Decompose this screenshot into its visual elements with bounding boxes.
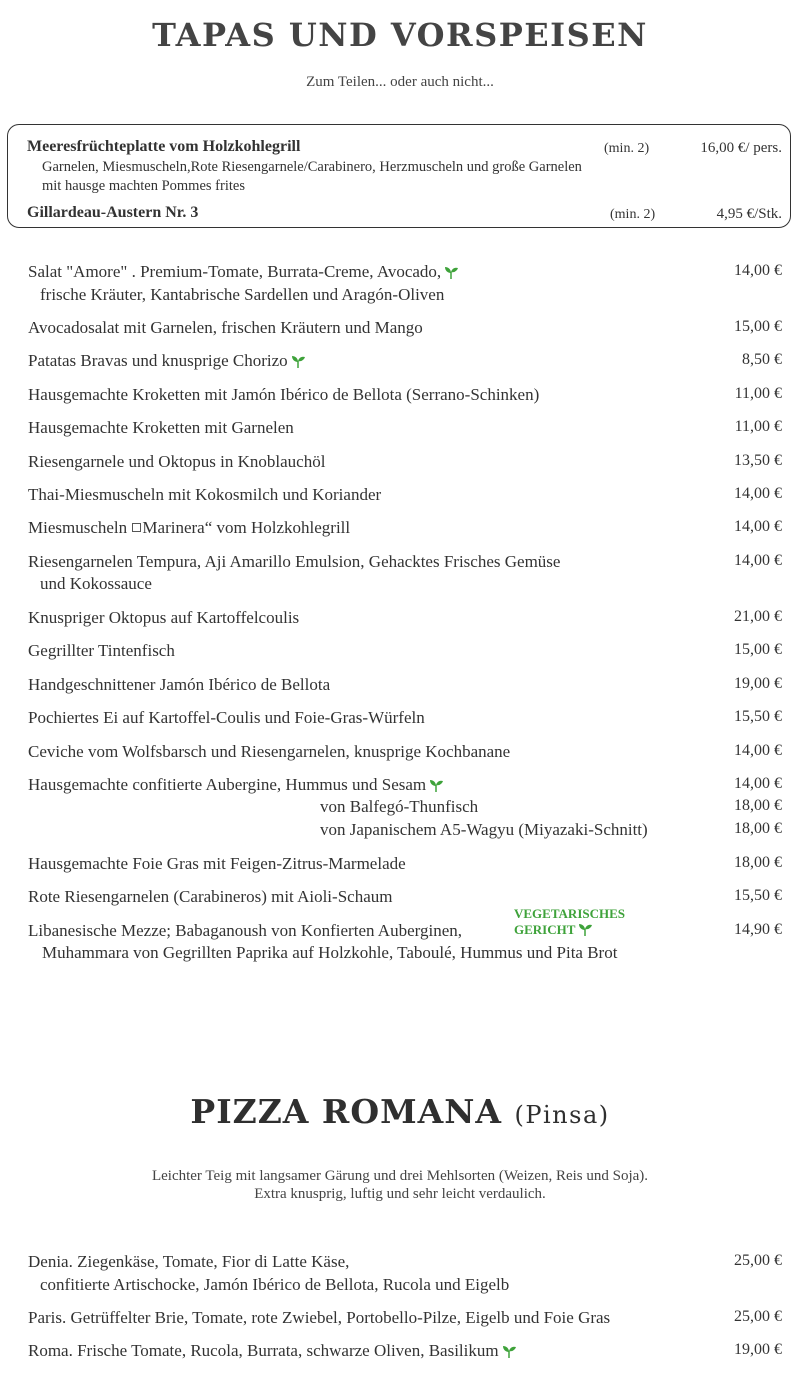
menu-item-name: Patatas Bravas und knusprige Chorizo (28, 351, 306, 371)
quote-glyph (132, 523, 141, 532)
sprout-icon (577, 922, 593, 936)
section-desc-pizza: Leichter Teig mit langsamer Gärung und drei Mehlsorten (Weizen, Reis und Soja). (151, 1168, 649, 1184)
menu-item-name: Avocadosalat mit Garnelen, frischen Kräutern und Mango (28, 318, 423, 337)
section-subtitle-tapas: Zum Teilen... oder auch nicht... (306, 74, 494, 90)
pizza-item-desc: confitierte Artischocke, Jamón Ibérico de Bellota, Rucola und Eigelb (40, 1275, 510, 1294)
menu-item-price: 19,00 € (734, 675, 782, 692)
menu-item-price: 13,50 € (734, 452, 782, 469)
pizza-item-price: 25,00 € (734, 1252, 782, 1269)
sprout-icon (443, 265, 459, 279)
vegetarian-label: GERICHT (514, 922, 593, 937)
menu-item-option-price: 18,00 € (734, 820, 782, 837)
menu-item-name: Knuspriger Oktopus auf Kartoffelcoulis (28, 608, 300, 627)
pizza-item-name: Paris. Getrüffelter Brie, Tomate, rote Zwiebel, Portobello-Pilze, Eigelb und Foie Gras (28, 1308, 611, 1327)
menu-item-name: Pochiertes Ei auf Kartoffel-Coulis und Foie-Gras-Würfeln (28, 708, 425, 727)
menu-item-name: Libanesische Mezze; Babaganoush von Konfierten Auberginen, (28, 921, 462, 940)
pizza-item-price: 25,00 € (734, 1308, 782, 1325)
menu-item-name: Salat "Amore" . Premium-Tomate, Burrata-Creme, Avocado, (28, 262, 459, 282)
menu-item-name: Miesmuscheln Marinera“ vom Holzkohlegrill (28, 518, 351, 537)
box-item-desc: mit hausge machten Pommes frites (42, 178, 245, 194)
sprout-icon (501, 1344, 517, 1358)
menu-item-option: von Japanischem A5-Wagyu (Miyazaki-Schnitt) (320, 820, 648, 839)
menu-item-price: 14,00 € (734, 262, 782, 279)
menu-item-name: Hausgemachte confitierte Aubergine, Hummus und Sesam (28, 775, 444, 795)
menu-item-price: 11,00 € (734, 385, 782, 402)
pizza-item-price: 19,00 € (734, 1341, 782, 1358)
box-item-name: Meeresfrüchteplatte vom Holzkohlegrill (27, 138, 301, 155)
menu-item-price: 11,00 € (734, 418, 782, 435)
section-title-tapas: TAPAS UND VORSPEISEN (152, 16, 648, 54)
box-item-price: 16,00 €/ pers. (700, 140, 782, 156)
menu-item-price: 14,00 € (734, 552, 782, 569)
menu-item-price: 14,00 € (734, 485, 782, 502)
section-title-pizza: PIZZA ROMANA (Pinsa) (190, 1092, 610, 1131)
menu-item-price: 15,50 € (734, 887, 782, 904)
menu-item-option: von Balfegó-Thunfisch (320, 797, 479, 816)
menu-item-name: Hausgemachte Foie Gras mit Feigen-Zitrus-Marmelade (28, 854, 406, 873)
menu-item-desc: frische Kräuter, Kantabrische Sardellen und Aragón-Oliven (40, 285, 445, 304)
menu-item-price: 14,90 € (734, 921, 782, 938)
menu-item-desc: und Kokossauce (40, 574, 152, 593)
menu-item-price: 14,00 € (734, 775, 782, 792)
menu-item-name: Gegrillter Tintenfisch (28, 641, 175, 660)
pizza-item-name: Roma. Frische Tomate, Rucola, Burrata, schwarze Oliven, Basilikum (28, 1341, 517, 1361)
box-item-price: 4,95 €/Stk. (716, 206, 782, 222)
menu-item-price: 21,00 € (734, 608, 782, 625)
menu-item-name: Thai-Miesmuscheln mit Kokosmilch und Koriander (28, 485, 382, 504)
section-desc-pizza: Extra knusprig, luftig und sehr leicht verdaulich. (254, 1186, 546, 1202)
menu-item-name: Hausgemachte Kroketten mit Jamón Ibérico de Bellota (Serrano-Schinken) (28, 385, 540, 404)
menu-item-name: Handgeschnittener Jamón Ibérico de Bellota (28, 675, 331, 694)
menu-item-price: 15,50 € (734, 708, 782, 725)
sprout-icon (428, 778, 444, 792)
menu-item-price: 14,00 € (734, 742, 782, 759)
menu-item-price: 14,00 € (734, 518, 782, 535)
menu-item-name: Riesengarnelen Tempura, Aji Amarillo Emulsion, Gehacktes Frisches Gemüse (28, 552, 561, 571)
box-item-min: (min. 2) (610, 207, 656, 222)
menu-item-price: 15,00 € (734, 318, 782, 335)
menu-item-desc: Muhammara von Gegrillten Paprika auf Holzkohle, Taboulé, Hummus und Pita Brot (42, 943, 618, 962)
menu-item-name: Riesengarnele und Oktopus in Knoblauchöl (28, 452, 326, 471)
menu-item-price: 8,50 € (742, 351, 782, 368)
menu-item-option-price: 18,00 € (734, 797, 782, 814)
menu-item-name: Ceviche vom Wolfsbarsch und Riesengarnelen, knusprige Kochbanane (28, 742, 511, 761)
sprout-icon (290, 354, 306, 368)
menu-item-name: Rote Riesengarnelen (Carabineros) mit Aioli-Schaum (28, 887, 393, 906)
menu-item-price: 18,00 € (734, 854, 782, 871)
vegetarian-label: VEGETARISCHES (514, 906, 626, 921)
box-item-min: (min. 2) (604, 141, 650, 156)
menu-item-name: Hausgemachte Kroketten mit Garnelen (28, 418, 294, 437)
box-item-name: Gillardeau-Austern Nr. 3 (27, 204, 199, 221)
pizza-item-name: Denia. Ziegenkäse, Tomate, Fior di Latte Käse, (28, 1252, 350, 1271)
menu-item-price: 15,00 € (734, 641, 782, 658)
box-item-desc: Garnelen, Miesmuscheln,Rote Riesengarnele/Carabinero, Herzmuscheln und große Garnelen (42, 159, 582, 175)
